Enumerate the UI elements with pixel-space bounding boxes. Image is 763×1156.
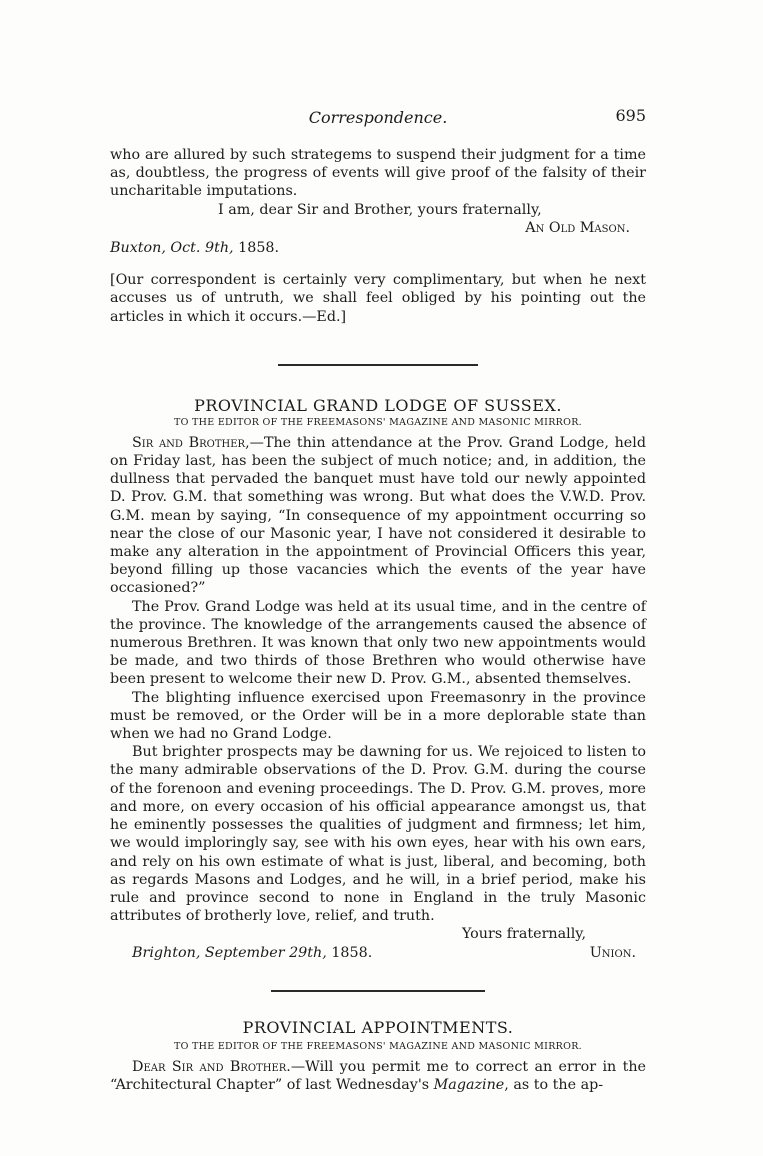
section1-date-place: Brighton, September 29th, — [132, 944, 327, 961]
section1-dateline — [110, 944, 372, 962]
letter1-date-year: 1858. — [238, 240, 280, 257]
section2-title: PROVINCIAL APPOINTMENTS. — [242, 1017, 514, 1037]
section2-text-b: , as to the ap- — [504, 1076, 604, 1093]
section2-salutation: Dear Sir and Brother. — [132, 1058, 291, 1075]
section1-signature-row — [110, 944, 646, 962]
section1-paragraph-2: The Prov. Grand Lodge was held at its usual time, and in the centre of the province. The knowledge of the arrangements caused the absence of numerous Brethren. It was known that only two new appointments would be made, and two thirds of those Brethren who would otherwise have been present to welcome their new D. Prov. G.M., absented themselves. — [110, 598, 646, 688]
section1-closing: Yours fraternally, — [461, 926, 586, 943]
section2-subtitle: TO THE EDITOR OF THE FREEMASONS' MAGAZINE AND MASONIC MIRROR. — [174, 1040, 582, 1052]
page-header — [110, 106, 646, 128]
section2-paragraph-1 — [110, 1058, 646, 1094]
section1-paragraph-3: The blighting influence exercised upon Freemasonry in the province must be removed, or the Order will be in a more deplorable state than when we had no Grand Lodge. — [110, 689, 646, 743]
section2-text-a: —Will you permit me to correct an error in the “Architectural Chapter” of last Wednesday's — [110, 1058, 646, 1093]
section1-subtitle: TO THE EDITOR OF THE FREEMASONS' MAGAZINE AND MASONIC MIRROR. — [174, 416, 582, 428]
section1-salutation: Sir and Brother, — [132, 434, 250, 451]
section1-paragraph-4: But brighter prospects may be dawning for us. We rejoiced to listen to the many admirable observations of the D. Prov. G.M. during the course of the forenoon and evening proceedings. The D. Prov. G.M. proves, more and more, on every occasion of his official appearance amongst us, that he eminently possesses the qualities of judgment and firmness; let him, we would imploringly say, see with his own eyes, hear with his own ears, and rely on his own estimate of what is just, liberal, and becoming, both as regards Masons and Lodges, and he will, in a brief period, make his rule and province second to none in England in the truly Masonic attributes of brotherly love, relief, and truth. — [110, 744, 646, 925]
section-divider-1 — [278, 364, 478, 366]
section1-paragraph-1 — [110, 434, 646, 598]
editor-note: [Our correspondent is certainly very complimentary, but when he next accuses us of untruth, we shall feel obliged by his pointing out the articles in which it occurs.—Ed.] — [110, 272, 646, 325]
section1-date-year: 1858. — [331, 944, 373, 961]
letter1-date-place: Buxton, Oct. 9th, — [110, 240, 234, 257]
running-head: Correspondence. — [308, 108, 448, 127]
page-number: 695 — [615, 106, 646, 125]
section-divider-2 — [271, 990, 485, 992]
letter1-body: who are allured by such strategems to suspend their judgment for a time as, doubtless, the progress of events will give proof of the falsity of their uncharitable imputations. — [110, 147, 646, 200]
letter1-signature: An Old Mason. — [525, 219, 630, 236]
section1-paragraph-1-text: —The thin attendance at the Prov. Grand Lodge, held on Friday last, has been the subject of much notice; and, in addition, the dullness that pervaded the banquet must have told our newly appointed D. Prov. G.M. that something was wrong. But what does the V.W.D. Prov. G.M. mean by saying, “In consequence of my appointment occurring so near the close of our Masonic year, I have not considered it desirable to make any alteration in the appointment of Provincial Officers this year, beyond filling up those vacancies which the events of the year have occasioned?” — [110, 434, 646, 597]
letter1-dateline — [110, 239, 646, 257]
page-content — [110, 146, 646, 1094]
section1-signature: Union. — [589, 944, 636, 961]
section1-title: PROVINCIAL GRAND LODGE OF SUSSEX. — [194, 395, 562, 415]
letter1-closing: I am, dear Sir and Brother, yours fraternally, — [218, 201, 542, 218]
section2-text-magazine: Magazine — [433, 1076, 505, 1093]
